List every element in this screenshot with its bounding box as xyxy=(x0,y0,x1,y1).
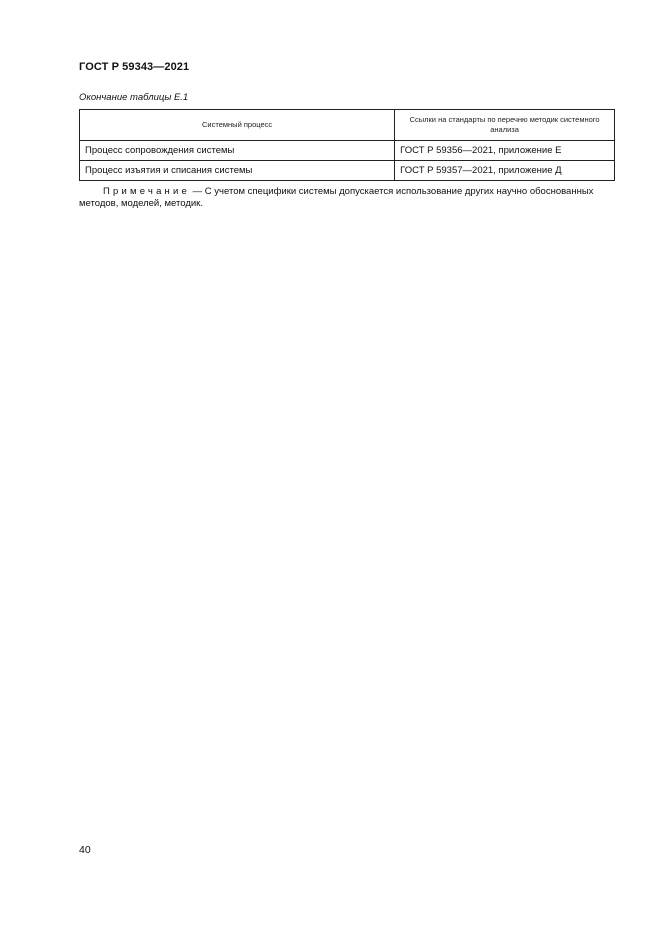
table-cell-reference: ГОСТ Р 59357—2021, приложение Д xyxy=(395,161,615,181)
table-cell-process: Процесс сопровождения системы xyxy=(80,141,395,161)
process-reference-table xyxy=(79,109,615,181)
note-label: Примечание xyxy=(103,186,190,197)
document-header-title: ГОСТ Р 59343—2021 xyxy=(79,61,190,73)
column-header-references: Ссылки на стандарты по перечню методик системного анализа xyxy=(395,110,615,141)
table-cell-reference: ГОСТ Р 59356—2021, приложение Е xyxy=(395,141,615,161)
table-caption: Окончание таблицы Е.1 xyxy=(79,92,189,103)
note-dash: — xyxy=(190,186,205,197)
table-row xyxy=(80,141,615,161)
page-number: 40 xyxy=(79,844,91,856)
note-text: С учетом специфики системы допускается использование других научно обоснованных методов, моделей, методик. xyxy=(79,186,594,209)
table-header-row xyxy=(80,110,615,141)
column-header-process: Системный процесс xyxy=(80,110,395,141)
table-note xyxy=(79,186,619,210)
table-cell-process: Процесс изъятия и списания системы xyxy=(80,161,395,181)
table-row xyxy=(80,161,615,181)
